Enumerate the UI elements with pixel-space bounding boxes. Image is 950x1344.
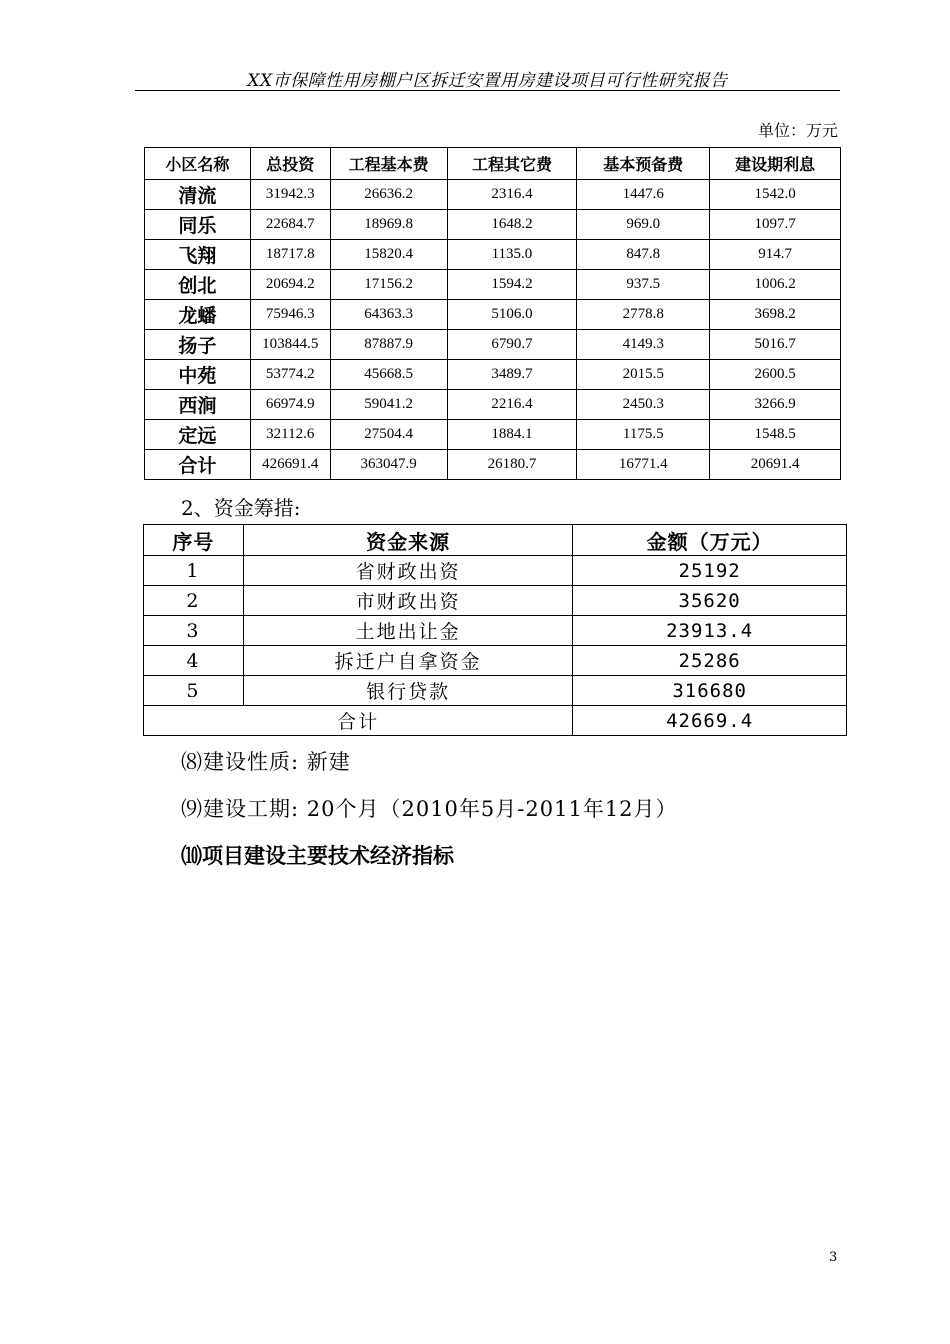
table-cell: 103844.5 [250, 330, 330, 360]
table-cell: 18969.8 [330, 210, 447, 240]
table-cell: 5016.7 [710, 330, 841, 360]
table-row [145, 270, 841, 300]
table-cell: 1648.2 [447, 210, 577, 240]
table-cell: 1548.5 [710, 420, 841, 450]
row-number: 4 [144, 646, 244, 676]
table-row [145, 180, 841, 210]
table-cell: 1135.0 [447, 240, 577, 270]
table-cell: 5106.0 [447, 300, 577, 330]
table-cell: 2778.8 [577, 300, 710, 330]
investment-table-header-row [145, 148, 841, 180]
column-header: 总投资 [250, 148, 330, 180]
table-cell: 1097.7 [710, 210, 841, 240]
table-total-row [145, 450, 841, 480]
funding-table [143, 524, 847, 736]
table-cell: 22684.7 [250, 210, 330, 240]
table-cell: 3698.2 [710, 300, 841, 330]
column-header: 小区名称 [145, 148, 251, 180]
table-cell: 20691.4 [710, 450, 841, 480]
table-cell: 2600.5 [710, 360, 841, 390]
table-row [145, 300, 841, 330]
table-cell: 1542.0 [710, 180, 841, 210]
district-name: 龙蟠 [145, 300, 251, 330]
district-name: 同乐 [145, 210, 251, 240]
funding-source: 省财政出资 [243, 556, 572, 586]
total-label: 合计 [144, 706, 573, 736]
table-cell: 64363.3 [330, 300, 447, 330]
district-name: 中苑 [145, 360, 251, 390]
table-cell: 1006.2 [710, 270, 841, 300]
funding-source: 市财政出资 [243, 586, 572, 616]
table-cell: 363047.9 [330, 450, 447, 480]
total-label: 合计 [145, 450, 251, 480]
table-cell: 2450.3 [577, 390, 710, 420]
district-name: 西涧 [145, 390, 251, 420]
table-cell: 3266.9 [710, 390, 841, 420]
funding-amount: 25192 [573, 556, 847, 586]
table-cell: 17156.2 [330, 270, 447, 300]
table-cell: 914.7 [710, 240, 841, 270]
table-cell: 426691.4 [250, 450, 330, 480]
header-rule [135, 90, 840, 91]
table-cell: 15820.4 [330, 240, 447, 270]
column-header: 工程其它费 [447, 148, 577, 180]
table-cell: 1447.6 [577, 180, 710, 210]
table-row [145, 210, 841, 240]
table-cell: 1884.1 [447, 420, 577, 450]
funding-amount: 23913.4 [573, 616, 847, 646]
table-row [145, 420, 841, 450]
construction-period: ⑼建设工期: 20个月（2010年5月-2011年12月） [181, 797, 678, 821]
section-heading-funding: 2、资金筹措: [181, 496, 301, 520]
funding-source: 银行贷款 [243, 676, 572, 706]
table-cell: 18717.8 [250, 240, 330, 270]
table-row [145, 240, 841, 270]
table-row [144, 586, 847, 616]
row-number: 5 [144, 676, 244, 706]
table-cell: 53774.2 [250, 360, 330, 390]
table-cell: 26180.7 [447, 450, 577, 480]
construction-nature: ⑻建设性质: 新建 [181, 750, 351, 774]
table-total-row [144, 706, 847, 736]
table-cell: 969.0 [577, 210, 710, 240]
table-row [144, 616, 847, 646]
district-name: 清流 [145, 180, 251, 210]
header-title: XX市保障性用房棚户区拆迁安置用房建设项目可行性研究报告 [247, 71, 728, 91]
funding-amount: 316680 [573, 676, 847, 706]
column-header: 基本预备费 [577, 148, 710, 180]
row-number: 2 [144, 586, 244, 616]
table-cell: 1175.5 [577, 420, 710, 450]
column-header: 资金来源 [243, 525, 572, 556]
row-number: 1 [144, 556, 244, 586]
funding-amount: 35620 [573, 586, 847, 616]
table-row [145, 390, 841, 420]
investment-table [144, 147, 841, 480]
table-cell: 66974.9 [250, 390, 330, 420]
table-cell: 6790.7 [447, 330, 577, 360]
column-header: 序号 [144, 525, 244, 556]
district-name: 创北 [145, 270, 251, 300]
table-row [144, 556, 847, 586]
table-cell: 937.5 [577, 270, 710, 300]
funding-amount: 25286 [573, 646, 847, 676]
column-header: 金额（万元） [573, 525, 847, 556]
unit-label: 单位：万元 [757, 121, 838, 140]
funding-source: 拆迁户自拿资金 [243, 646, 572, 676]
table-cell: 20694.2 [250, 270, 330, 300]
column-header: 建设期利息 [710, 148, 841, 180]
table-cell: 2216.4 [447, 390, 577, 420]
table-cell: 87887.9 [330, 330, 447, 360]
table-row [145, 330, 841, 360]
table-cell: 1594.2 [447, 270, 577, 300]
table-cell: 26636.2 [330, 180, 447, 210]
section-heading-indicators: ⑽项目建设主要技术经济指标 [181, 844, 454, 868]
table-row [145, 360, 841, 390]
table-cell: 3489.7 [447, 360, 577, 390]
table-cell: 75946.3 [250, 300, 330, 330]
table-row [144, 676, 847, 706]
table-cell: 27504.4 [330, 420, 447, 450]
table-cell: 2316.4 [447, 180, 577, 210]
row-number: 3 [144, 616, 244, 646]
table-cell: 31942.3 [250, 180, 330, 210]
table-cell: 16771.4 [577, 450, 710, 480]
table-cell: 59041.2 [330, 390, 447, 420]
table-cell: 847.8 [577, 240, 710, 270]
district-name: 定远 [145, 420, 251, 450]
table-cell: 45668.5 [330, 360, 447, 390]
total-amount: 42669.4 [573, 706, 847, 736]
page-number: 3 [829, 1250, 838, 1265]
table-cell: 32112.6 [250, 420, 330, 450]
column-header: 工程基本费 [330, 148, 447, 180]
district-name: 扬子 [145, 330, 251, 360]
funding-source: 土地出让金 [243, 616, 572, 646]
table-cell: 4149.3 [577, 330, 710, 360]
district-name: 飞翔 [145, 240, 251, 270]
table-row [144, 646, 847, 676]
table-cell: 2015.5 [577, 360, 710, 390]
funding-table-header-row [144, 525, 847, 556]
